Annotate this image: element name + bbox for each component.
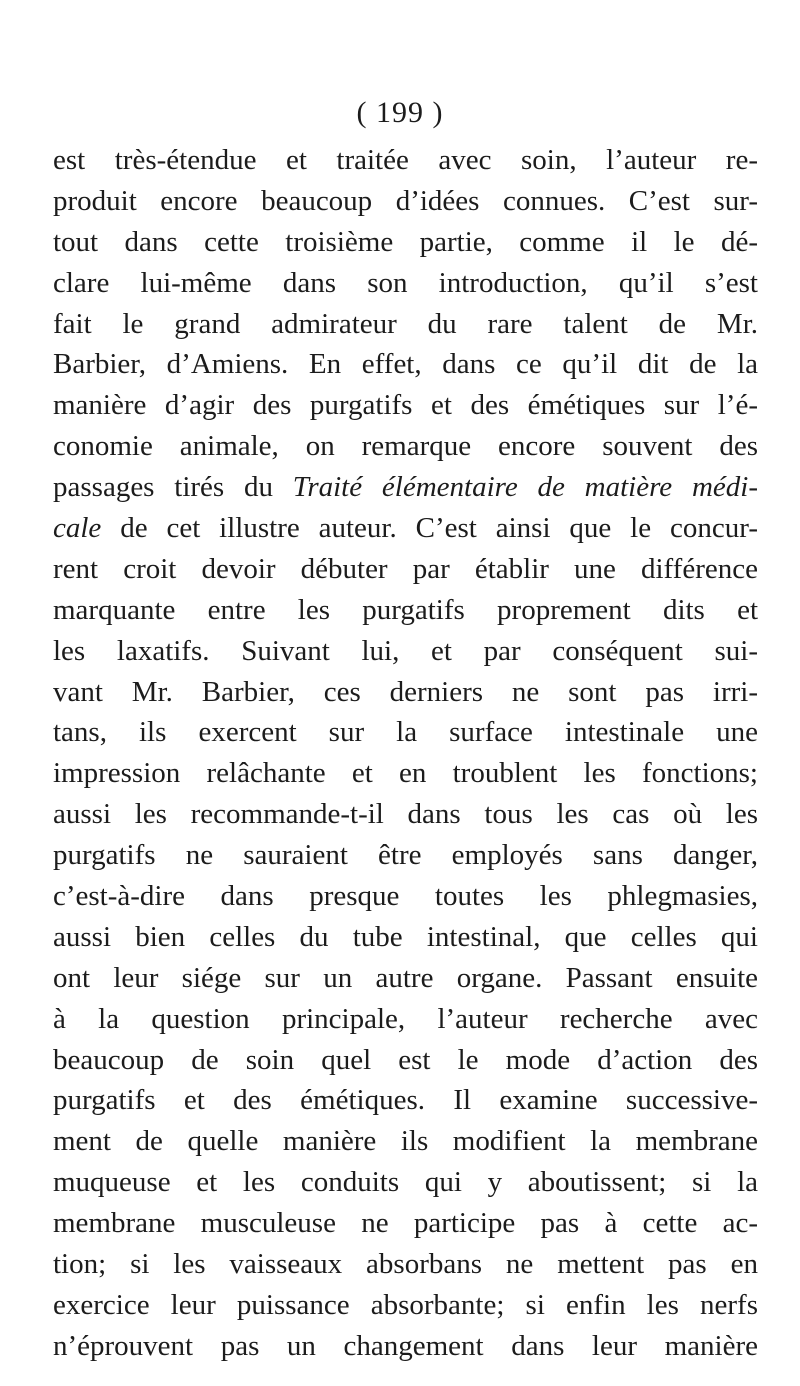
text-line: aussi les recommande-t-il dans tous les cas où les (53, 798, 758, 831)
text-line: membrane musculeuse ne participe pas à cette ac- (53, 1207, 758, 1240)
text-line: muqueuse et les conduits qui y aboutissent; si la (53, 1166, 758, 1199)
text-line: tans, ils exercent sur la surface intestinale une (53, 716, 758, 749)
text-line: exercice leur puissance absorbante; si enfin les nerfs (53, 1288, 758, 1321)
text-line: c’est-à-dire dans presque toutes les phlegmasies, (53, 880, 758, 913)
text-line: tout dans cette troisième partie, comme il le dé- (53, 225, 758, 258)
book-title-italic: Traité élémentaire de matière médi- (292, 471, 758, 504)
body-text (53, 140, 758, 1367)
text-line: fait le grand admirateur du rare talent de Mr. (53, 307, 758, 340)
text-line (53, 508, 758, 549)
text-line: impression relâchante et en troublent les fonctions; (53, 757, 758, 790)
text-run: de cet illustre auteur. C’est ainsi que le concur- (101, 512, 758, 545)
text-line: aussi bien celles du tube intestinal, que celles qui (53, 920, 758, 953)
text-line: rent croit devoir débuter par établir une différence (53, 552, 758, 585)
book-title-italic: cale (53, 512, 102, 545)
text-line: purgatifs ne sauraient être employés sans danger, (53, 839, 758, 872)
text-line: ment de quelle manière ils modifient la membrane (53, 1125, 758, 1158)
text-line: marquante entre les purgatifs proprement dits et (53, 593, 758, 626)
text-line: produit encore beaucoup d’idées connues. C’est sur- (53, 184, 758, 217)
text-line: n’éprouvent pas un changement dans leur manière (53, 1329, 758, 1362)
text-line: clare lui-même dans son introduction, qu’il s’est (53, 266, 758, 299)
page-number: ( 199 ) (356, 96, 444, 129)
text-line: vant Mr. Barbier, ces derniers ne sont pas irri- (53, 675, 758, 708)
text-line: Barbier, d’Amiens. En effet, dans ce qu’il dit de la (53, 348, 758, 381)
text-line: est très-étendue et traitée avec soin, l’auteur re- (53, 144, 758, 176)
text-line: purgatifs et des émétiques. Il examine successive- (53, 1084, 758, 1117)
text-line: ont leur siége sur un autre organe. Passant ensuite (53, 961, 758, 994)
text-line (53, 467, 758, 508)
text-line: les laxatifs. Suivant lui, et par conséquent sui- (53, 634, 758, 667)
text-line: à la question principale, l’auteur recherche avec (53, 1002, 758, 1035)
text-line: conomie animale, on remarque encore souvent des (53, 430, 758, 463)
text-run: passages tirés du (53, 471, 293, 504)
text-line: tion; si les vaisseaux absorbans ne mettent pas en (53, 1248, 758, 1281)
text-line: beaucoup de soin quel est le mode d’action des (53, 1043, 758, 1076)
text-line: manière d’agir des purgatifs et des émétiques sur l’é- (53, 389, 758, 422)
